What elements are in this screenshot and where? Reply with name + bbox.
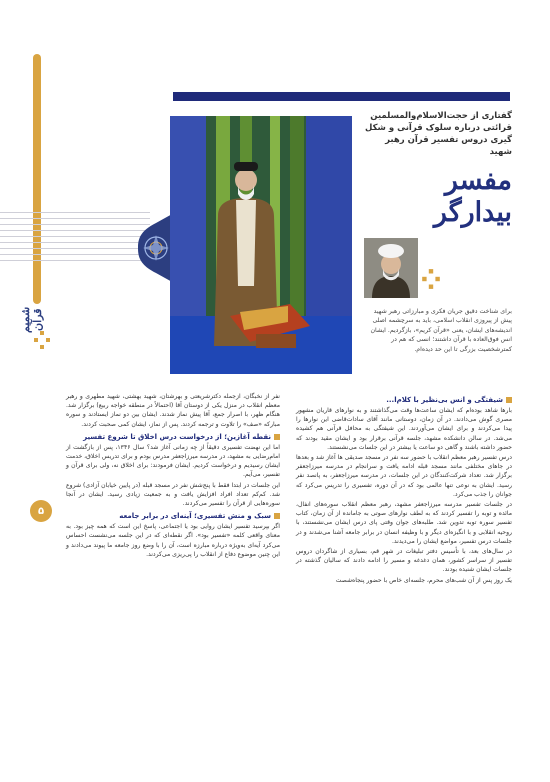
article-lead: گفتاری از حجت‌الاسلام‌والمسلمین قرائتی درباره سلوک قرآنی و شکل گیری دروس تفسیر قرآن رهبر شهید: [365, 111, 512, 157]
body-column-left: [66, 392, 280, 560]
paragraph: اگر بپرسید تفسیر ایشان روایی بود یا اجتماعی، پاسخ این است که همه چیز بود. به معنای واقعی کلمه «تفسیر بود». اگر نقطه‌ای که در این جلسه می‌نشست احساس می‌کرد آیه‌ای به‌ویژه درباره مبارزه است، آن را با وضع روز جامعه ما پیوند می‌دادند و این چنین موضوع دفاع از انقلاب را پی‌ریزی می‌کردند.: [66, 523, 280, 558]
body-column-right: [296, 392, 512, 586]
decorative-stripes: [0, 212, 150, 264]
title-line-2: بیدارگر: [433, 197, 512, 228]
intro-caption: برای شناخت دقیق جریان فکری و مبارزاتی رهبر شهید پیش از پیروزی انقلاب اسلامی، باید به سرچشمه اصلی اندیشه‌های ایشان، یعنی «قرآن کریم»، بازگردیم. ایشان انس فوق‌العاده با قرآن داشتند؛ انسی که هم در کمترشخصیت بزرگی تا این حد دیده‌ام.: [370, 308, 512, 353]
square-bullet-icon: [274, 513, 280, 519]
flower-dots-icon: [32, 330, 52, 350]
square-bullet-icon: [274, 434, 280, 440]
flower-dots-icon: [420, 268, 442, 290]
paragraph: یک روز پس از آن شب‌های محرم، جلسه‌ای خاص با حضور پنجاه‌شصت: [335, 576, 512, 584]
paragraph: در سال‌های بعد، با تأسیس دفتر تبلیغات در شهر قم، بسیاری از شاگردان دروس تفسیر از سراسر کشور، همان دغدغه و مسیر را ادامه دادند که سالیان گذشته در جلسات ایشان شنیده بودند.: [296, 548, 512, 574]
paragraph: بارها شاهد بوده‌ام که ایشان ساعت‌ها وقت می‌گذاشتند و به نوارهای قاریان مشهور مصری گوش می‌دادند. در آن زمان، دوستانی مانند آقای سادات‌قاضی این نوارها را پیدا می‌کردند و برای ایشان می‌آوردند. این شیفتگی به محافل قرآنی هم کشیده می‌شد. در سالن دانشکده مشهد، جلسه قرآنی برقرار بود و ایشان مقید بودند که حضور داشته باشند و گاهی دو ساعت یا بیشتر در این جلسات می‌نشستند.: [296, 407, 512, 451]
paragraph: این جلسات در ابتدا فقط با پنج‌شش نفر در مسجد قبله (در پایین خیابان آزادی) شروع شد. کم‌کم تعداد افراد افزایش یافت و به جمعیت زیادی رسید. ایشان در آنجا سوره‌هایی از قرآن را تفسیر می‌کردند.: [66, 481, 280, 508]
section-heading: شیفتگی و انس بی‌نظیر با کلام‌ا...: [296, 395, 512, 405]
section-heading: نقطه آغازین؛ از درخواست درس اخلاق تا شروع تفسیر: [66, 432, 280, 442]
header-rule: [173, 92, 510, 101]
paragraph: نفر از نخبگان، ازجمله دکترشریعتی و بهرشتان، شهید بهشتی، شهید مطهری و رهبر معظم انقلاب در منزل یکی از دوستان آقا (احتمالاً در منطقه خواجه ربیع) برگزار شد. هنگام ظهر، با اصرار جمع، آقا پیش نماز شدند. ایشان بین دو نماز ایستادند و سوره مبارکه «صف» را تلاوت و ترجمه کردند. پس از نماز، ایشان کمی صحبت کردند.: [66, 393, 280, 428]
section-heading: سبک و منش تفسیری؛ آینه‌ای در برابر جامعه: [66, 511, 280, 521]
title-line-1: مفسر: [444, 165, 512, 196]
square-bullet-icon: [506, 397, 512, 403]
rosette-ornament-icon: [138, 213, 174, 283]
paragraph: در جلسات تفسیر مدرسه میرزاجعفر مشهد، رهبر معظم انقلاب سوره‌های انفال، مائده و توبه را تفسیر کردند که به لطف نوارهای صوتی به جامانده از آن زمان، کتاب تفسیر سوره توبه تدوین شد. طلبه‌های جوان وقتی پای درس ایشان می‌نشستند، با روحیه انقلابی و با انگیزه‌ای دیگر و با وظیفه انسان در برابر جامعه آشنا می‌شدند و در جلسات درس تفسیر، مواضع ایشان را می‌دیدند.: [296, 501, 512, 545]
page-number: ۵: [30, 500, 52, 522]
article-title: [362, 165, 512, 229]
leader-photo: [170, 116, 352, 374]
paragraph: درس تفسیر رهبر معظم انقلاب با حضور سه نفر در مسجد صدیقی ها آغاز شد و بعدها در جاهای مختلفی مانند مسجد قبله ادامه یافت و سرانجام در مدرسه میرزاجعفر برگزار شد. تعداد شرکت‌کنندگان در این جلسات، در مدرسه میرزاجعفر، به پانصد نفر رسید. ایشان به نوعی تنها عالمی بود که در آن دوره، تفسیری را تدریس می‌کرد که جوانان را جذب می‌کرد.: [296, 454, 512, 498]
paragraph: اما این نهضت تفسیری دقیقاً از چه زمانی آغاز شد؟ سال ۱۳۴۶، پس از بازگشت از امام‌رضایی به مشهد، در مدرسه میرزاجعفر مدرس بودم و برای تدریس اخلاق، خدمت ایشان رسیدیم و درخواست کردیم. ایشان فرمودند: برای اخلاق نه، ولی برای قرآن و تفسیر، می‌آیم.: [66, 443, 280, 479]
accent-bar: [33, 54, 41, 304]
magazine-logo: شمیم قرآن: [19, 306, 44, 334]
speaker-portrait: [364, 238, 418, 298]
